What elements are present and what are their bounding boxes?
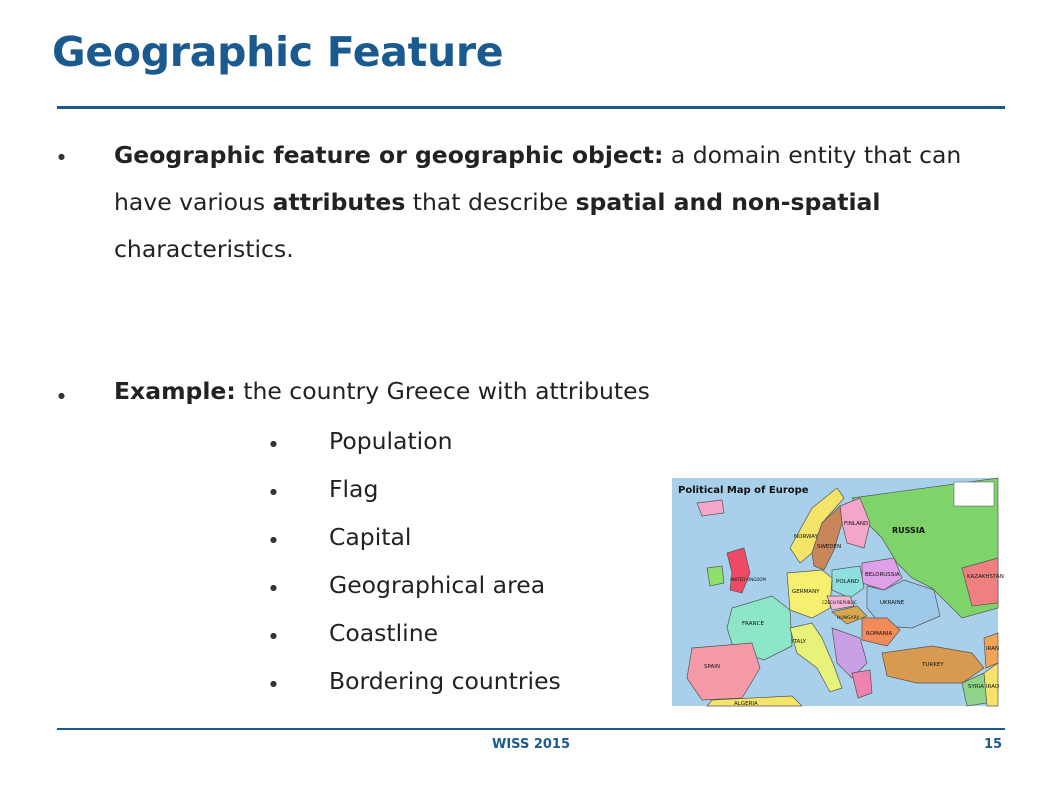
map-label: CZECH REPUBLIC [822,600,857,605]
title-divider [57,106,1005,109]
definition-term-attributes: attributes [272,188,406,216]
definition-term: Geographic feature or geographic object: [114,141,664,169]
map-label: SYRIA [968,684,985,690]
attribute-item: Population [329,427,453,455]
slide-title: Geographic Feature [52,28,504,76]
sub-bullet-dot: ● [270,679,277,688]
map-label: RUSSIA [892,526,925,535]
map-label: NORWAY [794,534,818,540]
map-label: KAZAKHSTAN [967,574,1004,580]
sub-bullet-dot: ● [270,487,277,496]
definition-text-2: that describe [405,188,576,216]
map-label: HUNGARY [837,616,860,621]
map-label: GERMANY [792,589,820,595]
attribute-item: Bordering countries [329,667,561,695]
map-label: ROMANIA [866,631,893,637]
attribute-item: Capital [329,523,412,551]
sub-bullet-dot: ● [270,631,277,640]
page-number: 15 [984,737,1003,752]
map-label: TURKEY [922,662,944,668]
example-term: Example: [114,377,236,405]
example-paragraph [114,368,1004,415]
definition-term-spatial: spatial and non-spatial [575,188,881,216]
europe-map-image [672,478,1004,707]
definition-paragraph [114,132,1004,273]
map-label: FRANCE [742,621,764,627]
sub-bullet-dot: ● [270,439,277,448]
attribute-item: Coastline [329,619,439,647]
attribute-item: Flag [329,475,379,503]
map-label: FINLAND [844,521,869,527]
footer-divider [57,728,1005,730]
sub-bullet-dot: ● [270,535,277,544]
map-label: SWEDEN [817,544,842,550]
bullet-dot: ● [58,391,65,400]
map-title: Political Map of Europe [678,485,809,496]
attribute-item: Geographical area [329,571,546,599]
bullet-dot: ● [58,152,65,161]
map-label: UKRAINE [880,600,905,606]
sub-bullet-dot: ● [270,583,277,592]
map-label: UNITED KINGDOM [730,577,766,582]
map-label: POLAND [836,579,859,585]
map-label: ITALY [792,639,807,645]
map-label: IRAQ [986,684,1000,690]
map-label: ALGERIA [734,701,758,707]
map-label: BELORUSSIA [865,572,900,578]
map-label: SPAIN [704,664,720,670]
footer-event: WISS 2015 [492,737,571,752]
definition-text-3: characteristics. [114,235,294,263]
definition-text-1: a domain entity that can have various [114,141,962,216]
example-text: the country Greece with attributes [235,377,650,405]
map-label: IRAN [986,646,1000,652]
